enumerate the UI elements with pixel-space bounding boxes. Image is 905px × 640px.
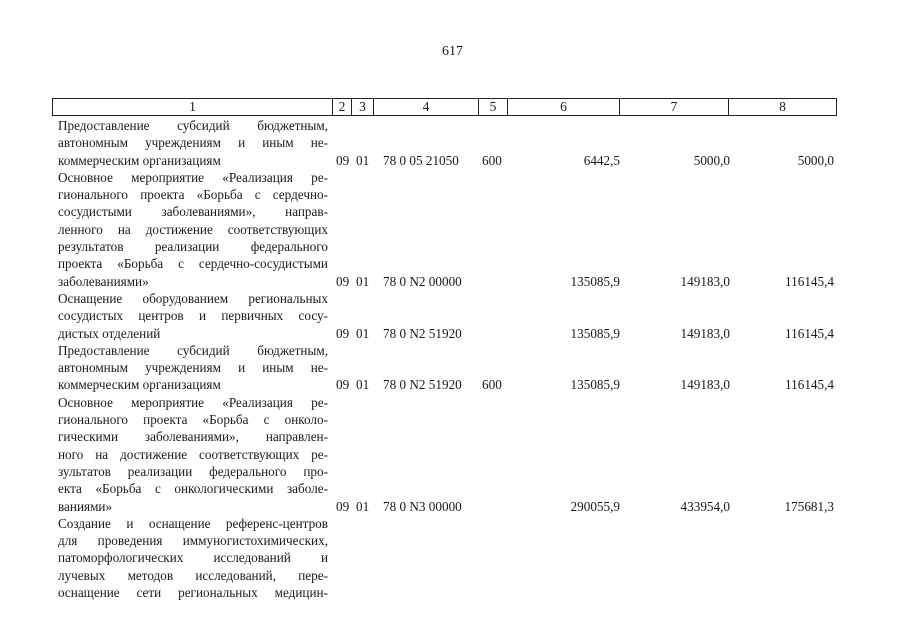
- table-header: [52, 98, 837, 116]
- cell-c3: 01: [356, 377, 370, 393]
- header-col-4: 4: [373, 99, 478, 115]
- description-line: сосудистых центров и первичных сосу-: [58, 308, 328, 324]
- cell-c4: 78 0 N3 00000: [383, 498, 462, 514]
- cell-c7: 433954,0: [680, 498, 730, 514]
- description-line: екта «Борьба с онкологическими заболе-: [58, 481, 328, 497]
- header-col-5: 5: [478, 99, 507, 115]
- description-line: зультатов реализации федерального про-: [58, 463, 328, 479]
- cell-c7: 5000,0: [693, 152, 730, 168]
- cell-c3: 01: [356, 152, 370, 168]
- cell-c8: 5000,0: [797, 152, 834, 168]
- description-line: Создание и оснащение референс-центров: [58, 515, 328, 531]
- description-line: автономным учреждениям и иным не-: [58, 135, 328, 151]
- header-col-2: 2: [332, 99, 351, 115]
- cell-c6: 290055,9: [570, 498, 620, 514]
- cell-c6: 135085,9: [570, 325, 620, 341]
- cell-c8: 116145,4: [785, 377, 834, 393]
- description-line: оснащение сети региональных медицин-: [58, 585, 328, 601]
- description-line: для проведения иммуногистохимических,: [58, 533, 328, 549]
- description-line: Основное мероприятие «Реализация ре-: [58, 169, 328, 185]
- description-line: патоморфологических исследований и: [58, 550, 328, 566]
- description-line: результатов реализации федерального: [58, 239, 328, 255]
- description-line: проекта «Борьба с сердечно-сосудистыми: [58, 256, 328, 272]
- description-line: Основное мероприятие «Реализация ре-: [58, 394, 328, 410]
- cell-c2: 09: [336, 273, 350, 289]
- cell-c6: 135085,9: [570, 377, 620, 393]
- description-line: ваниями»: [58, 498, 113, 514]
- description-line: коммерческим организациям: [58, 377, 221, 393]
- cell-c7: 149183,0: [680, 325, 730, 341]
- cell-c3: 01: [356, 498, 370, 514]
- row-description: [58, 290, 328, 342]
- cell-c2: 09: [336, 377, 350, 393]
- row-description: [58, 394, 328, 515]
- cell-c5: 600: [482, 377, 502, 393]
- cell-c6: 135085,9: [570, 273, 620, 289]
- description-line: Оснащение оборудованием региональных: [58, 291, 328, 306]
- cell-c2: 09: [336, 498, 350, 514]
- row-description: [58, 117, 328, 169]
- header-col-8: 8: [728, 99, 837, 115]
- cell-c2: 09: [336, 325, 350, 341]
- header-col-6: 6: [507, 99, 619, 115]
- description-line: коммерческим организациям: [58, 152, 221, 168]
- cell-c2: 09: [336, 152, 350, 168]
- description-line: гионального проекта «Борьба с сердечно-: [58, 187, 328, 203]
- cell-c8: 116145,4: [785, 325, 834, 341]
- cell-c4: 78 0 N2 00000: [383, 273, 462, 289]
- row-description: [58, 169, 328, 290]
- description-line: заболеваниями»: [58, 273, 149, 289]
- cell-c7: 149183,0: [680, 273, 730, 289]
- header-col-1: 1: [52, 99, 332, 115]
- description-line: гическими заболеваниями», направлен-: [58, 429, 328, 445]
- cell-c5: 600: [482, 152, 502, 168]
- cell-c4: 78 0 N2 51920: [383, 325, 462, 341]
- description-line: ленного на достижение соответствующих: [58, 221, 328, 237]
- header-col-3: 3: [351, 99, 373, 115]
- description-line: Предоставление субсидий бюджетным,: [58, 118, 328, 133]
- cell-c4: 78 0 N2 51920: [383, 377, 462, 393]
- description-line: дистых отделений: [58, 325, 161, 341]
- description-line: Предоставление субсидий бюджетным,: [58, 342, 328, 358]
- row-description: [58, 515, 328, 601]
- cell-c6: 6442,5: [583, 152, 620, 168]
- header-col-7: 7: [619, 99, 728, 115]
- description-line: ного на достижение соответствующих ре-: [58, 446, 328, 462]
- page-number: 617: [442, 44, 463, 59]
- cell-c7: 149183,0: [680, 377, 730, 393]
- cell-c4: 78 0 05 21050: [383, 152, 459, 168]
- description-line: автономным учреждениям и иным не-: [58, 360, 328, 376]
- description-line: сосудистыми заболеваниями», направ-: [58, 204, 328, 220]
- row-description: [58, 342, 328, 394]
- description-line: гионального проекта «Борьба с онколо-: [58, 412, 328, 428]
- cell-c3: 01: [356, 273, 370, 289]
- cell-c3: 01: [356, 325, 370, 341]
- cell-c8: 116145,4: [785, 273, 834, 289]
- description-line: лучевых методов исследований, пере-: [58, 567, 328, 583]
- cell-c8: 175681,3: [784, 498, 834, 514]
